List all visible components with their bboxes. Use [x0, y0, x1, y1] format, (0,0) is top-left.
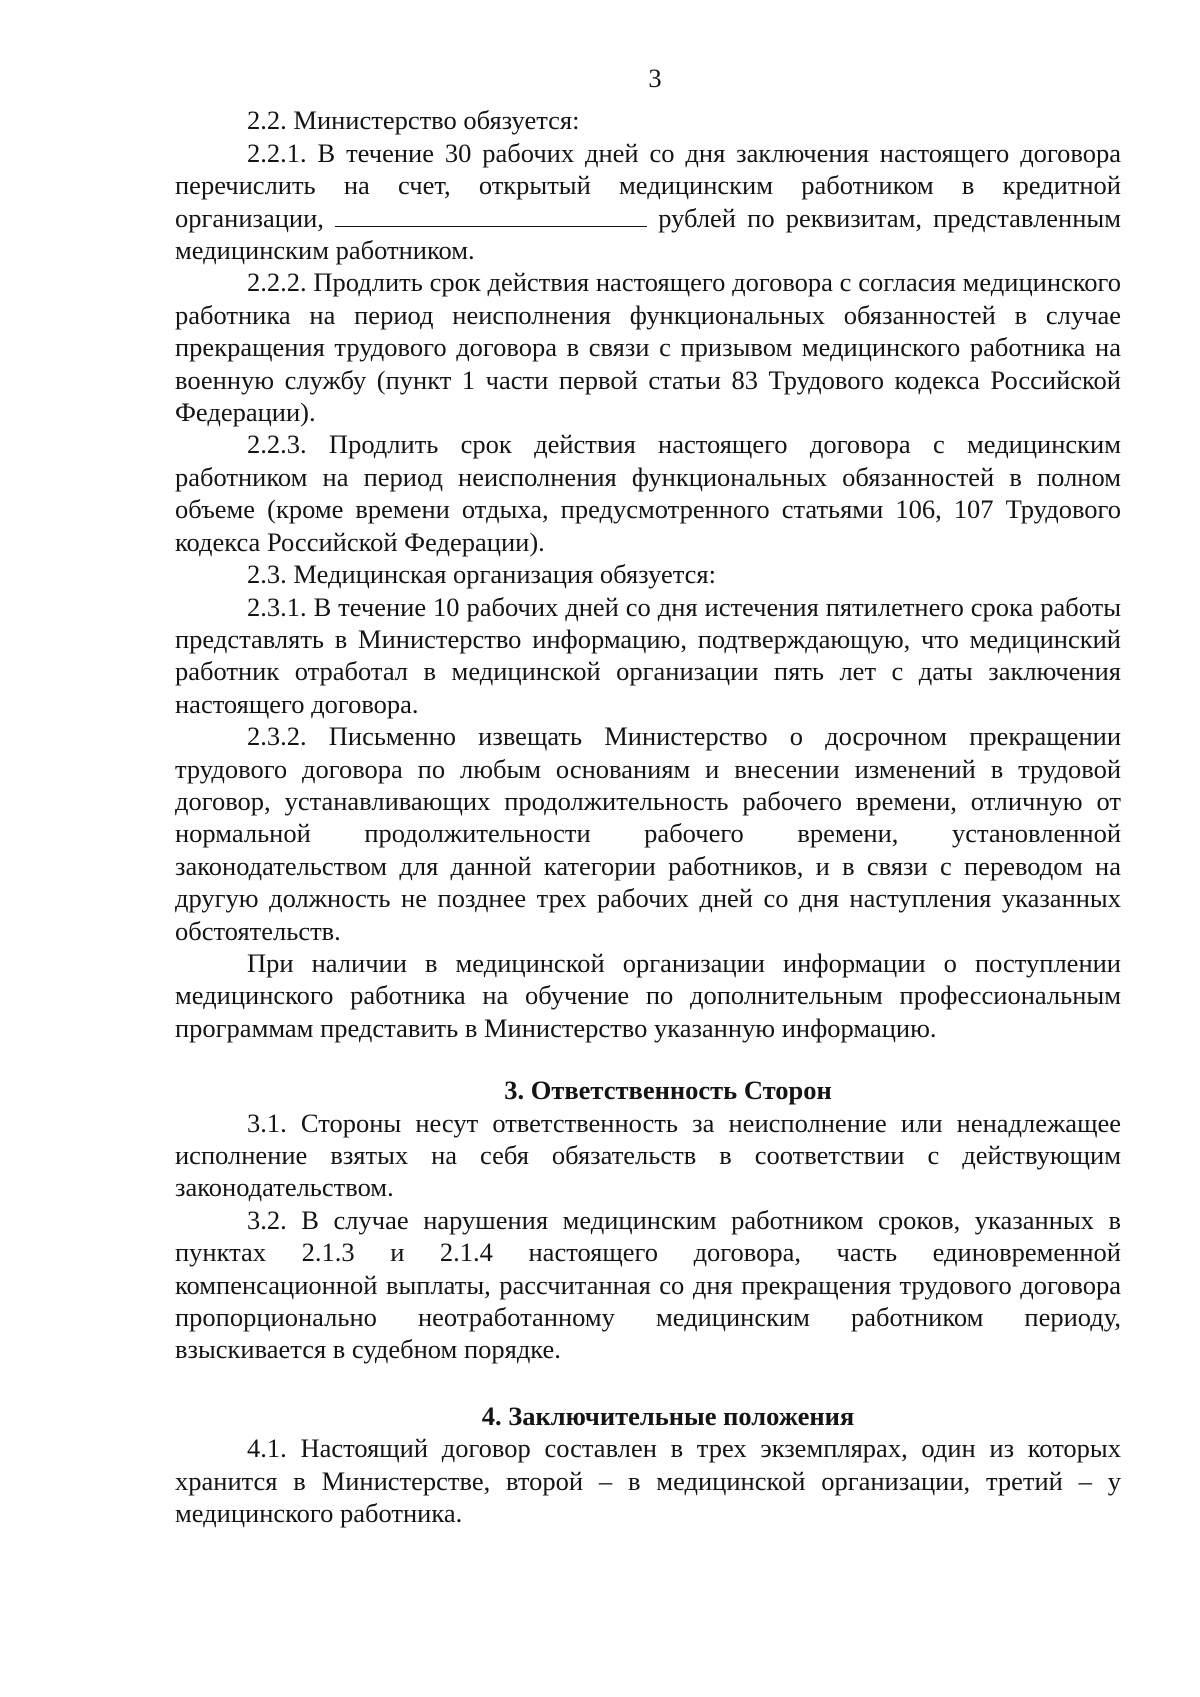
clause-3-1: 3.1. Стороны несут ответственность за неисполнение или ненадлежащее исполнение взятых на себя обязательств в соответствии с действующим законодательством. [175, 1107, 1121, 1203]
clause-2-2-2: 2.2.2. Продлить срок действия настоящего договора с согласия медицинского работника на период неисполнения функциональных обязанностей в случае прекращения трудового договора в связи с призывом медицинского работника на военную службу (пункт 1 части первой статьи 83 Трудового кодекса Российской Федерации). [175, 267, 1121, 428]
clause-2-2-1-text-a: 2.2.1. В течение 30 рабочих дней со дня заключения настоящего договора перечислить на счет, открытый медицинским работником в кредитной организации, [175, 137, 1121, 233]
clause-2-3-2-extra: При наличии в медицинской организации информации о поступлении медицинского работника на обучение по дополнительным профессиональным программам представить в Министерство указанную информацию. [175, 947, 1121, 1043]
clause-2-2-1-text-b: рублей по реквизитам, представленным медицинским работником. [175, 202, 1121, 266]
clause-3-2: 3.2. В случае нарушения медицинским работником сроков, указанных в пунктах 2.1.3 и 2.1.4 настоящего договора, часть единовременной компенсационной выплаты, рассчитанная со дня прекращения трудового договора пропорционально неотработанному медицинским работником периоду, взыскивается в судебном порядке. [175, 1204, 1121, 1365]
clause-2-3-1: 2.3.1. В течение 10 рабочих дней со дня истечения пятилетнего срока работы представлять в Министерство информацию, подтверждающую, что медицинский работник отработал в медицинской организации пять лет с даты заключения настоящего договора. [175, 591, 1121, 719]
clause-2-3: 2.3. Медицинская организация обязуется: [247, 559, 716, 590]
clause-4-1: 4.1. Настоящий договор составлен в трех экземплярах, один из которых хранится в Министерстве, второй – в медицинской организации, третий – у медицинского работника. [175, 1433, 1121, 1529]
document-page [175, 62, 1121, 1529]
clause-2-2: 2.2. Министерство обязуется: [247, 105, 580, 136]
clause-2-3-2: 2.3.2. Письменно извещать Министерство о досрочном прекращении трудового договора по любым основаниям и внесении изменений в трудовой договор, устанавливающих продолжительность рабочего времени, отличную от нормальной продолжительности рабочего времени, установленной законодательством для данной категории работников, и в связи с переводом на другую должность не позднее трех рабочих дней со дня наступления указанных обстоятельств. [175, 721, 1121, 946]
clause-2-2-1 [175, 137, 1121, 267]
amount-blank-line [335, 206, 647, 227]
page-number: 3 [648, 63, 662, 93]
clause-2-2-3: 2.2.3. Продлить срок действия настоящего договора с медицинским работником на период неисполнения функциональных обязанностей в полном объеме (кроме времени отдыха, предусмотренного статьями 106, 107 Трудового кодекса Российской Федерации). [175, 429, 1121, 557]
section-4-heading: 4. Заключительные положения [481, 1400, 855, 1431]
section-3-heading: 3. Ответственность Сторон [504, 1075, 832, 1106]
